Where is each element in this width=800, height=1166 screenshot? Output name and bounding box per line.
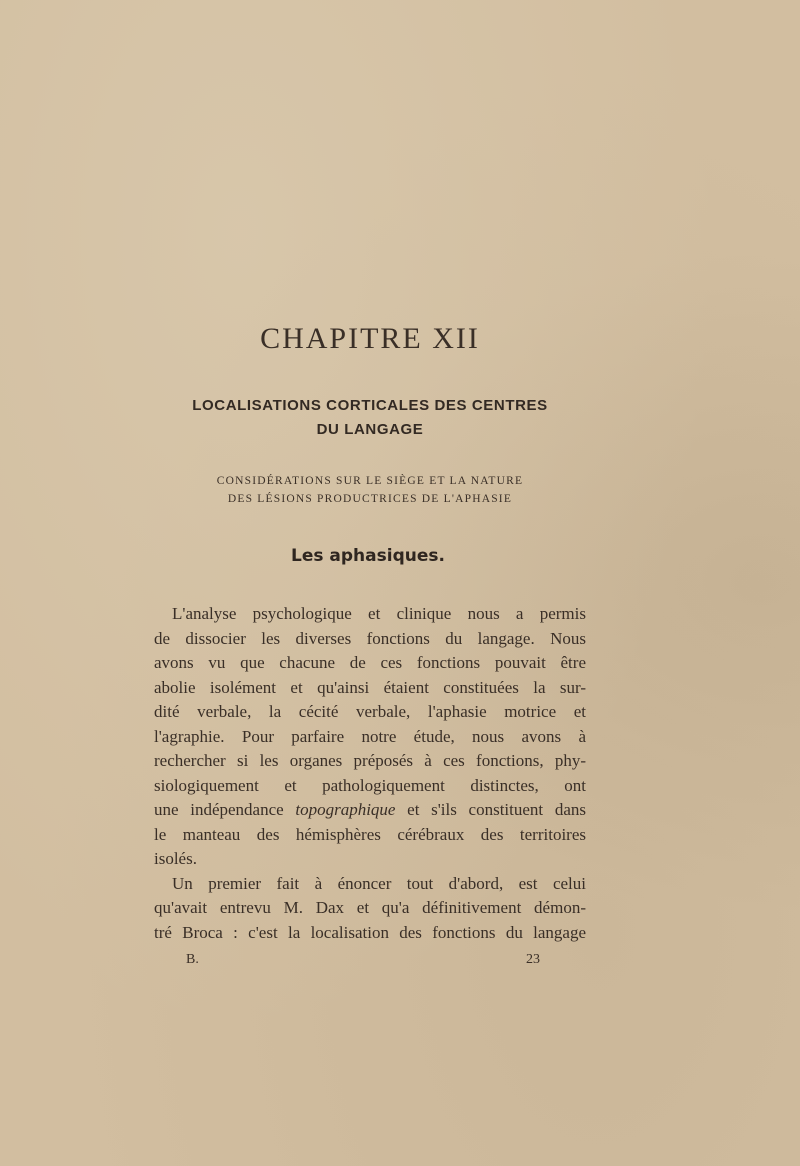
signature-mark: B.	[186, 952, 199, 967]
body-line-mixed	[154, 798, 586, 823]
body-line: avons vu que chacune de ces fonctions pouvait être	[154, 653, 586, 672]
chapter-title: CHAPITRE XII	[260, 322, 480, 355]
section-title: Les aphasiques.	[291, 546, 445, 566]
body-line: qu'avait entrevu M. Dax et qu'a définitivement démon-	[154, 898, 586, 917]
italic-term: topographique	[295, 800, 396, 819]
body-line: siologiquement et pathologiquement distinctes, ont	[154, 775, 586, 795]
body-line-part: et s'ils constituent dans	[407, 800, 586, 819]
body-line-part: une indépendance	[154, 800, 284, 819]
body-paragraphs	[154, 602, 586, 945]
body-line: l'agraphie. Pour parfaire notre étude, nous avons à	[154, 726, 586, 746]
body-line: dité verbale, la cécité verbale, l'aphasie motrice et	[154, 702, 586, 721]
body-line: le manteau des hémisphères cérébraux des territoires	[154, 824, 586, 844]
body-line: Un premier fait à énoncer tout d'abord, est celui	[172, 873, 586, 893]
body-line: abolie isolément et qu'ainsi étaient constituées la sur-	[154, 677, 586, 697]
subheading-line-1: CONSIDÉRATIONS SUR LE SIÈGE ET LA NATURE	[216, 475, 524, 487]
body-line: isolés.	[154, 849, 197, 868]
main-heading-line-2: DU LANGAGE	[316, 421, 424, 438]
body-line: de dissocier les diverses fonctions du langage. Nous	[154, 628, 586, 648]
body-line: rechercher si les organes préposés à ces fonctions, phy-	[154, 751, 586, 770]
body-line: tré Broca : c'est la localisation des fonctions du langage	[154, 922, 586, 942]
subheading-line-2: DES LÉSIONS PRODUCTRICES DE L'APHASIE	[227, 493, 513, 505]
page-number: 23	[526, 952, 540, 967]
main-heading-line-1: LOCALISATIONS CORTICALES DES CENTRES	[192, 397, 548, 414]
body-line: L'analyse psychologique et clinique nous a permis	[172, 604, 586, 623]
